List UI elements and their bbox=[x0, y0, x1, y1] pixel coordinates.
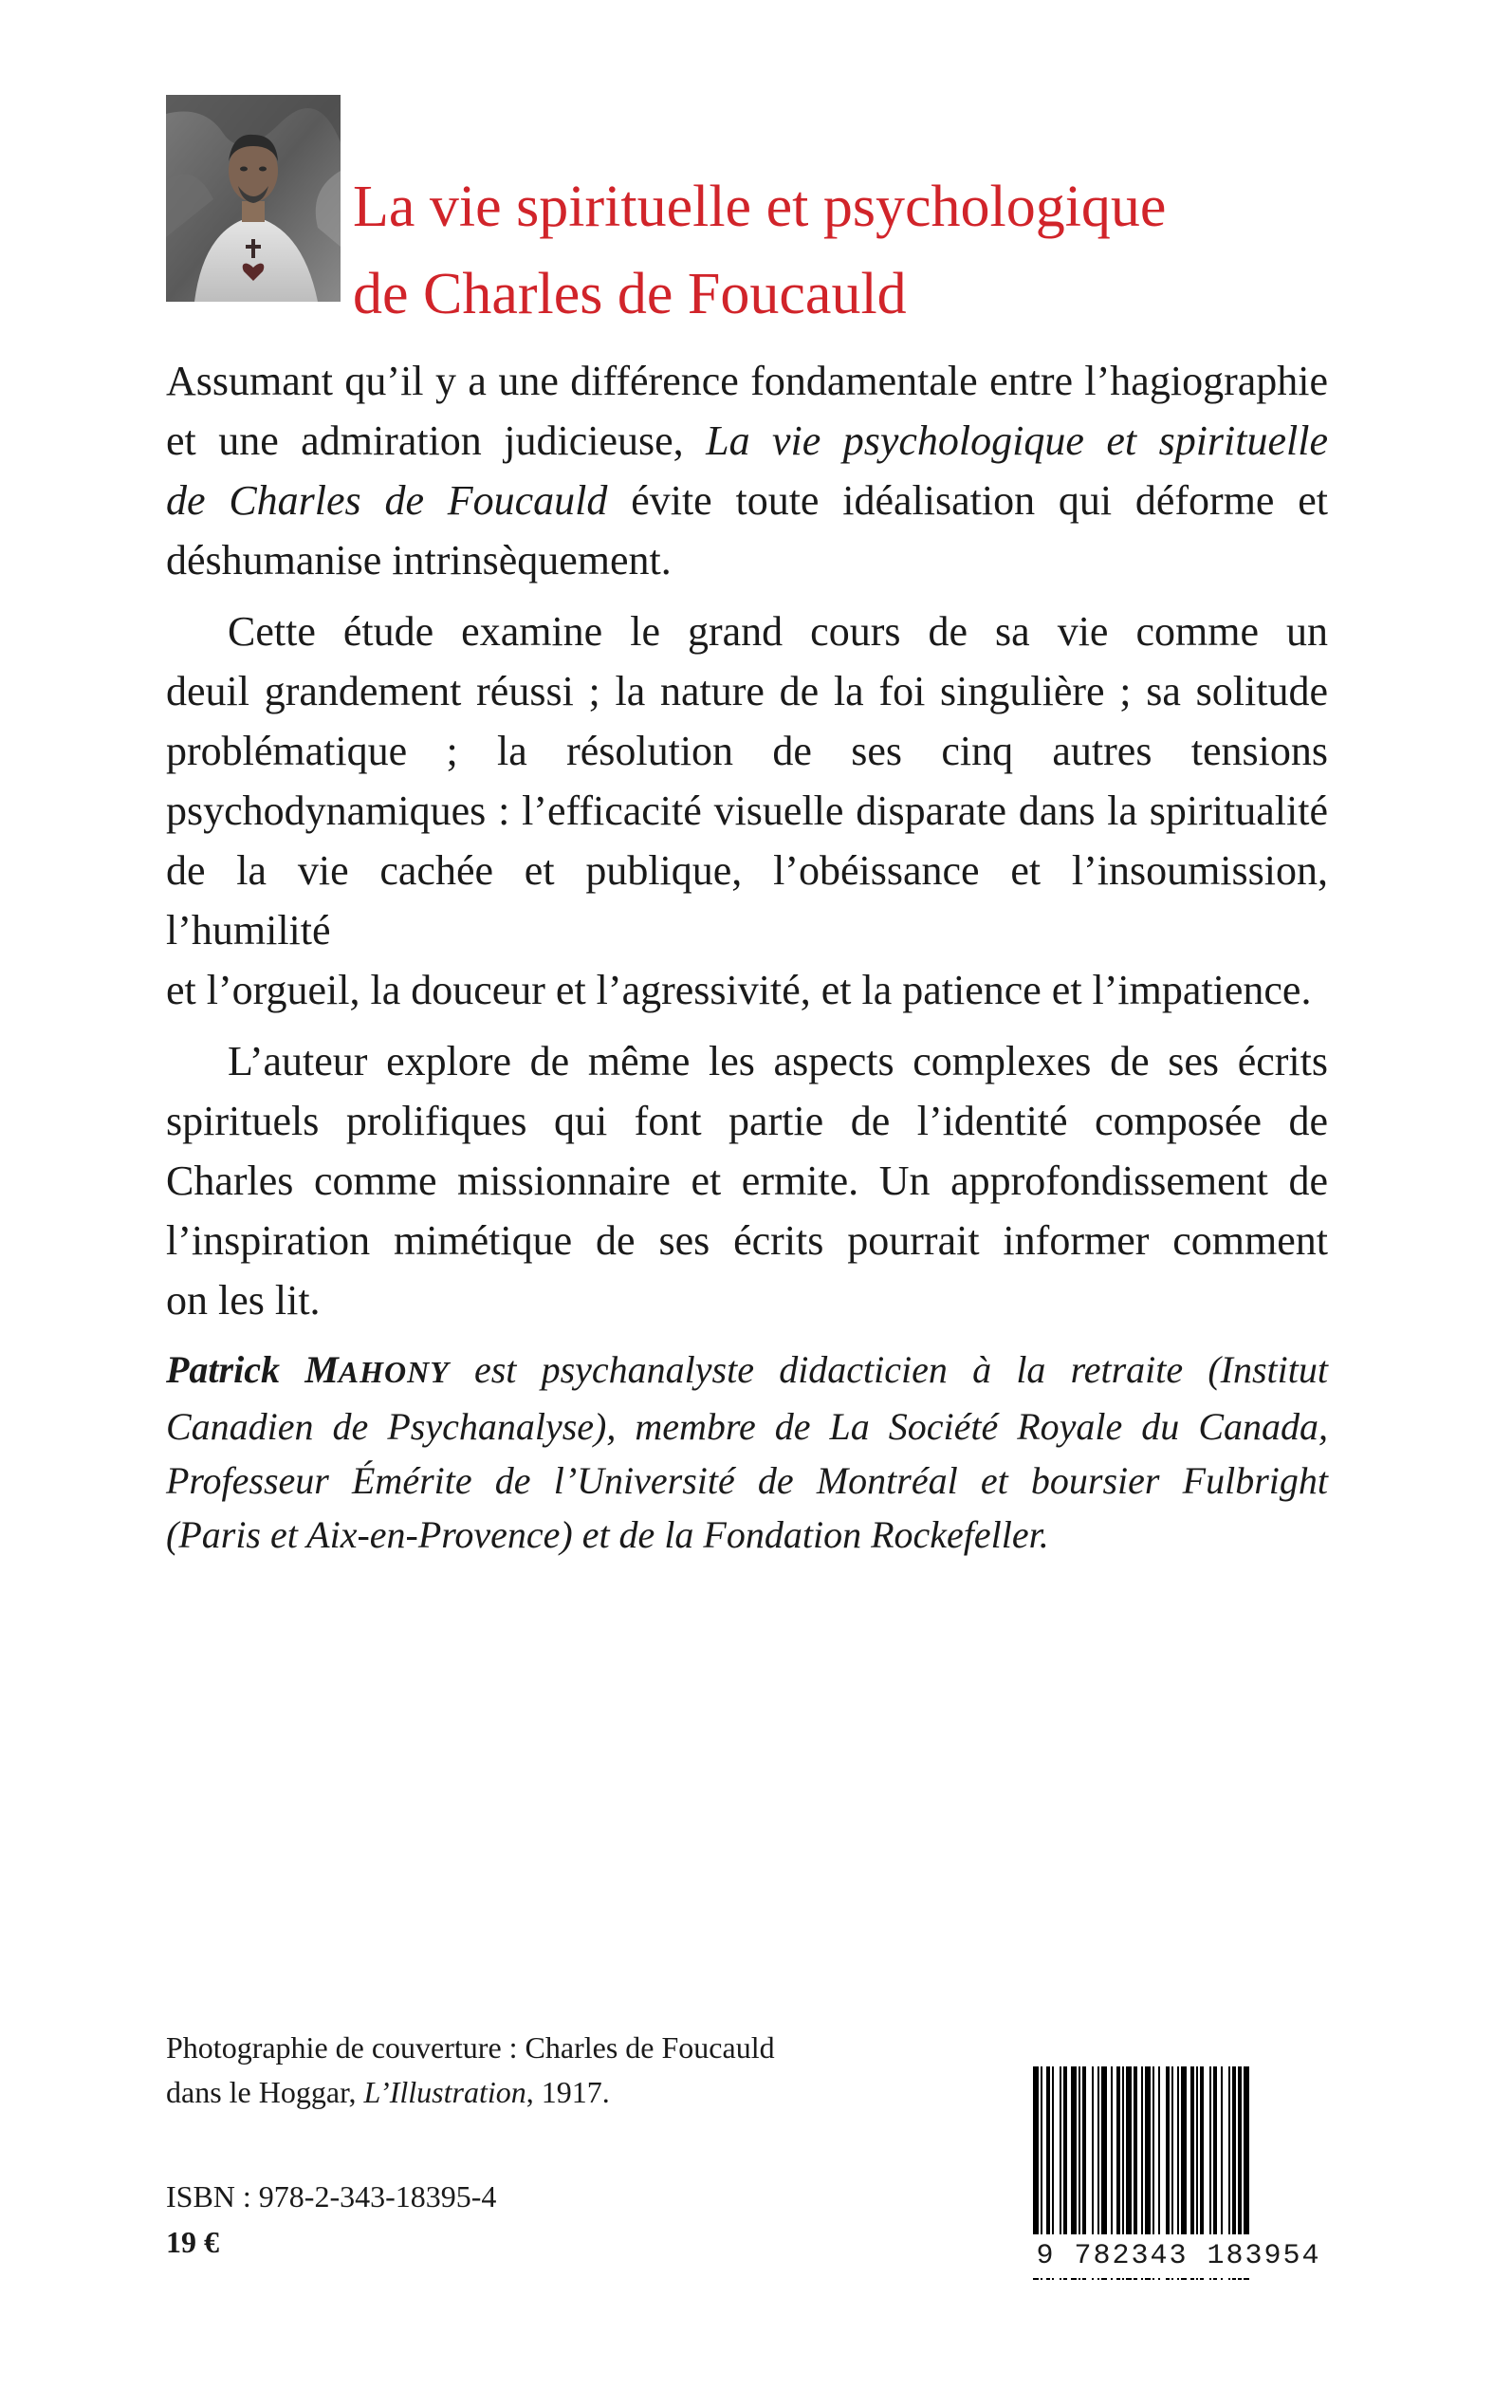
photo-credits-line-1: Photographie de couverture : Charles de Foucauld bbox=[166, 2030, 775, 2065]
description-line bbox=[166, 471, 1328, 530]
description-line: psychodynamiques : l’efficacité visuelle disparate dans la spiritualité bbox=[166, 787, 1328, 834]
book-description bbox=[166, 351, 1328, 1342]
description-paragraph-2 bbox=[166, 602, 1328, 1020]
cover-portrait-photo bbox=[166, 95, 341, 302]
author-bio-line: (Paris et Aix-en-Provence) et de la Fondation Rockefeller. bbox=[166, 1513, 1049, 1556]
author-last-name-initial: M bbox=[304, 1348, 339, 1391]
author-bio-line: Professeur Émérite de l’Université de Montréal et boursier Fulbright bbox=[166, 1459, 1328, 1502]
author-last-name-rest: AHONY bbox=[338, 1355, 450, 1389]
portrait-photo-icon bbox=[166, 95, 341, 302]
book-title-line-2: de Charles de Foucauld bbox=[353, 262, 907, 326]
barcode-digits: 9 782343 183954 bbox=[1029, 2234, 1328, 2278]
book-title-line-1: La vie spirituelle et psychologique bbox=[353, 175, 1167, 239]
description-line: de la vie cachée et publique, l’obéissance et l’insoumission, l’humilité bbox=[166, 847, 1328, 954]
description-line: problématique ; la résolution de ses cinq autres tensions bbox=[166, 728, 1328, 774]
description-line: Assumant qu’il y a une différence fondamentale entre l’hagiographie bbox=[166, 358, 1328, 404]
description-paragraph-1 bbox=[166, 351, 1328, 590]
author-bio-line bbox=[166, 1343, 1328, 1399]
author-bio-line: Canadien de Psychanalyse), membre de La Société Royale du Canada, bbox=[166, 1405, 1328, 1448]
description-line-text: et une admiration judicieuse, bbox=[166, 417, 707, 464]
description-line: déshumanise intrinsèquement. bbox=[166, 537, 672, 583]
description-line: deuil grandement réussi ; la nature de la foi singulière ; sa solitude bbox=[166, 668, 1328, 714]
description-line: L’auteur explore de même les aspects complexes de ses écrits bbox=[228, 1038, 1328, 1084]
author-first-name: Patrick bbox=[166, 1348, 305, 1391]
photo-credits-line-2 bbox=[166, 2070, 775, 2115]
description-line: l’inspiration mimétique de ses écrits pourrait informer comment bbox=[166, 1217, 1328, 1264]
description-line-text: évite toute idéalisation qui déforme et bbox=[607, 477, 1329, 524]
description-line: Cette étude examine le grand cours de sa vie comme un bbox=[228, 608, 1328, 655]
author-name bbox=[166, 1348, 450, 1391]
book-title-italic: La vie psychologique et spirituelle bbox=[706, 417, 1328, 464]
description-paragraph-3 bbox=[166, 1031, 1328, 1330]
price: 19 € bbox=[166, 2225, 219, 2259]
isbn: ISBN : 978-2-343-18395-4 bbox=[166, 2179, 497, 2214]
author-bio bbox=[166, 1343, 1328, 1562]
book-title bbox=[353, 163, 1396, 338]
author-bio-text: est psychanalyste didacticien à la retraite (Institut bbox=[449, 1348, 1328, 1391]
description-line: on les lit. bbox=[166, 1277, 321, 1324]
photo-credits bbox=[166, 2026, 775, 2115]
credits-publication: L’Illustration bbox=[363, 2075, 526, 2109]
description-line bbox=[166, 411, 1328, 471]
description-line: et l’orgueil, la douceur et l’agressivité, et la patience et l’impatience. bbox=[166, 967, 1312, 1013]
description-line: spirituels prolifiques qui font partie de l’identité composée de bbox=[166, 1098, 1328, 1144]
credits-text: dans le Hoggar, bbox=[166, 2075, 364, 2109]
description-line: Charles comme missionnaire et ermite. Un approfondissement de bbox=[166, 1158, 1328, 1204]
credits-year: , 1917. bbox=[526, 2075, 610, 2109]
book-title-italic: de Charles de Foucauld bbox=[166, 477, 608, 524]
